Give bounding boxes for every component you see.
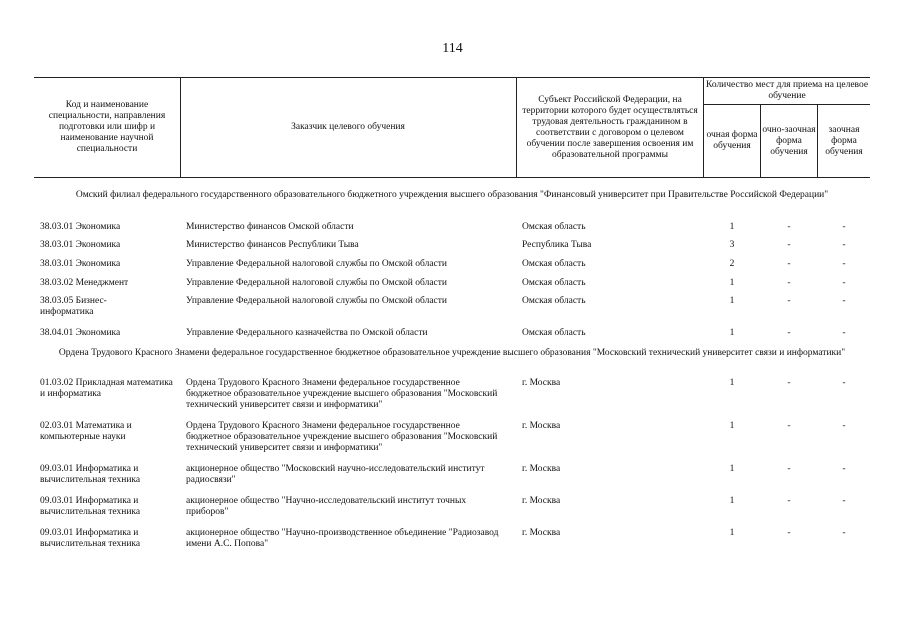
row-region: Омская область (522, 259, 586, 269)
row-parttime: - (787, 296, 791, 306)
header-parttime-column: очно-заочная форма обучения (762, 124, 816, 157)
row-extramural: - (842, 464, 846, 474)
row-extramural: - (842, 222, 846, 232)
header-bottom-rule (34, 177, 870, 178)
row-fulltime: 1 (729, 421, 735, 431)
row-region: Омская область (522, 328, 586, 338)
header-region-column: Субъект Российской Федерации, на территории которого будет осуществляться трудовая деятельность гражданином в соответствии с договором о целевом обучении после завершения освоения им образовательной программы (522, 94, 698, 160)
row-code: 38.03.01 Экономика (40, 240, 121, 250)
row-region: г. Москва (522, 378, 561, 388)
row-fulltime: 1 (729, 328, 735, 338)
header-customer-column: Заказчик целевого обучения (291, 122, 405, 132)
row-customer: Управление Федеральной налоговой службы по Омской области (186, 296, 448, 306)
row-fulltime: 3 (729, 240, 735, 250)
header-code-column: Код и наименование специальности, направления подготовки или шифр и наименование научной специальности (48, 100, 166, 154)
section-title-finuniversity: Омский филиал федерального государственного образовательного бюджетного учреждения высшего образования "Финансовый университет при Правительстве Российской Федерации" (75, 190, 829, 200)
row-code: 09.03.01 Информатика и вычислительная техника (40, 496, 141, 517)
page-number: 114 (442, 41, 463, 56)
row-customer: Министерство финансов Омской области (186, 222, 354, 232)
header-places-column: Количество мест для приема на целевое обучение (705, 80, 869, 101)
row-parttime: - (787, 421, 791, 431)
row-region: Омская область (522, 222, 586, 232)
row-customer: Ордена Трудового Красного Знамени федеральное государственное бюджетное образовательное учреждение высшего образования "Московский технический университет связи и информатики" (186, 421, 498, 453)
row-parttime: - (787, 528, 791, 538)
header-divider-1 (180, 77, 181, 177)
row-parttime: - (787, 328, 791, 338)
row-fulltime: 1 (729, 496, 735, 506)
row-parttime: - (787, 496, 791, 506)
row-fulltime: 1 (729, 464, 735, 474)
row-parttime: - (787, 222, 791, 232)
row-code: 09.03.01 Информатика и вычислительная техника (40, 464, 141, 485)
row-parttime: - (787, 464, 791, 474)
row-region: Республика Тыва (522, 240, 592, 250)
row-region: Омская область (522, 278, 586, 288)
header-divider-2 (516, 77, 517, 177)
row-code: 09.03.01 Информатика и вычислительная техника (40, 528, 141, 549)
row-extramural: - (842, 259, 846, 269)
row-fulltime: 1 (729, 222, 735, 232)
row-code: 38.03.01 Экономика (40, 259, 121, 269)
row-extramural: - (842, 378, 846, 388)
row-region: г. Москва (522, 464, 561, 474)
row-extramural: - (842, 278, 846, 288)
row-parttime: - (787, 378, 791, 388)
row-code: 38.03.05 Бизнес-информатика (40, 296, 107, 317)
row-parttime: - (787, 240, 791, 250)
section-title-mtuci: Ордена Трудового Красного Знамени федеральное государственное бюджетное образовательное учреждение высшего образования "Московский технический университет связи и информатики" (58, 348, 846, 358)
row-region: г. Москва (522, 496, 561, 506)
header-extramural-column: заочная форма обучения (825, 124, 863, 157)
row-customer: Управление Федерального казначейства по Омской области (186, 328, 428, 338)
row-customer: Управление Федеральной налоговой службы по Омской области (186, 278, 448, 288)
row-customer: акционерное общество "Научно-производственное объединение "Радиозавод имени А.С. Попова" (186, 528, 499, 549)
row-extramural: - (842, 296, 846, 306)
row-code: 01.03.02 Прикладная математика и информатика (40, 378, 173, 399)
row-fulltime: 1 (729, 296, 735, 306)
row-extramural: - (842, 328, 846, 338)
row-code: 38.03.01 Экономика (40, 222, 121, 232)
row-fulltime: 1 (729, 378, 735, 388)
row-customer: акционерное общество "Московский научно-исследовательский институт радиосвязи" (186, 464, 485, 485)
row-extramural: - (842, 421, 846, 431)
header-divider-4 (760, 104, 761, 177)
row-customer: Министерство финансов Республики Тыва (186, 240, 359, 250)
row-parttime: - (787, 259, 791, 269)
header-fulltime-column: очная форма обучения (706, 130, 758, 151)
row-region: Омская область (522, 296, 586, 306)
row-code: 02.03.01 Математика и компьютерные науки (40, 421, 132, 442)
header-divider-5 (817, 104, 818, 177)
row-region: г. Москва (522, 528, 561, 538)
row-extramural: - (842, 496, 846, 506)
row-code: 38.04.01 Экономика (40, 328, 121, 338)
row-region: г. Москва (522, 421, 561, 431)
row-customer: Ордена Трудового Красного Знамени федеральное государственное бюджетное образовательное учреждение высшего образования "Московский технический университет связи и информатики" (186, 378, 498, 410)
row-extramural: - (842, 240, 846, 250)
row-fulltime: 1 (729, 278, 735, 288)
row-customer: акционерное общество "Научно-исследовательский институт точных приборов" (186, 496, 467, 517)
row-customer: Управление Федеральной налоговой службы по Омской области (186, 259, 448, 269)
header-divider-3 (703, 77, 704, 177)
row-extramural: - (842, 528, 846, 538)
row-parttime: - (787, 278, 791, 288)
row-code: 38.03.02 Менеджмент (40, 278, 129, 288)
row-fulltime: 1 (729, 528, 735, 538)
row-fulltime: 2 (729, 259, 735, 269)
